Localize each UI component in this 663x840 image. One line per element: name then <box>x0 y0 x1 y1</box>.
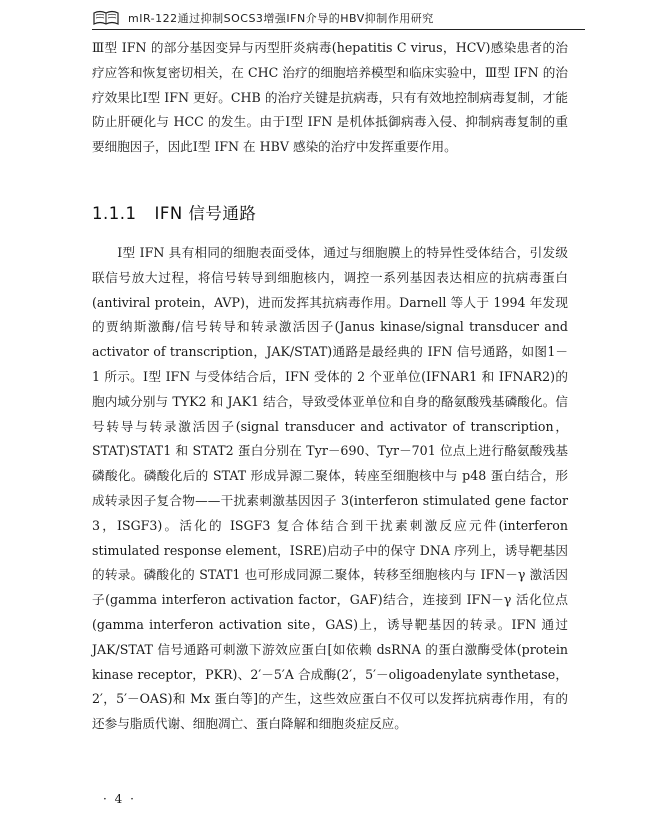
book-icon <box>92 10 120 26</box>
running-header <box>92 7 585 30</box>
page-number: · 4 · <box>103 792 136 806</box>
section-title: IFN 信号通路 <box>154 204 257 223</box>
intro-paragraph: Ⅲ型 IFN 的部分基因变异与丙型肝炎病毒(hepatitis C virus，HCV)感染患者的治疗应答和恢复密切相关，在 CHC 治疗的细胞培养模型和临床实验中，Ⅲ型 IFN 的治疗效果比Ⅰ型 IFN 更好。CHB 的治疗关键是抗病毒，只有有效地控制病毒复制，才能防止肝硬化与 HCC 的发生。由于Ⅰ型 IFN 是机体抵御病毒入侵、抑制病毒复制的重要细胞因子，因此Ⅰ型 IFN 在 HBV 感染的治疗中发挥重要作用。 <box>92 40 568 155</box>
running-header-title: mIR-122通过抑制SOCS3增强IFN介导的HBV抑制作用研究 <box>128 12 434 25</box>
body-paragraph: Ⅰ型 IFN 具有相同的细胞表面受体，通过与细胞膜上的特异性受体结合，引发级联信号放大过程，将信号转导到细胞核内，调控一系列基因表达相应的抗病毒蛋白(antiviral protein，AVP)，进而发挥其抗病毒作用。Darnell 等人于 1994 年发现的贾纳斯激酶/信号转导和转录激活因子(Janus kinase/signal transducer and activator of transcription，JAK/STAT)通路是最经典的 IFN 信号通路，如图1－1 所示。Ⅰ型 IFN 与受体结合后，IFN 受体的 2 个亚单位(IFNAR1 和 IFNAR2)的胞内域分别与 TYK2 和 JAK1 结合，导致受体亚单位和自身的酪氨酸残基磷酸化。信号转导与转录激活因子(signal transducer and activator of transcription，STAT)STAT1 和 STAT2 蛋白分别在 Tyr－690、Tyr－701 位点上进行酪氨酸残基磷酸化。磷酸化后的 STAT 形成异源二聚体，转座至细胞核中与 p48 蛋白结合，形成转录因子复合物——干扰素刺激基因因子 3(interferon stimulated gene factor 3，ISGF3)。活化的 ISGF3 复合体结合到干扰素刺激反应元件(interferon stimulated response element，ISRE)启动子中的保守 DNA 序列上，诱导靶基因的转录。磷酸化的 STAT1 也可形成同源二聚体，转移至细胞核内与 IFN－γ 激活因子(gamma interferon activation factor，GAF)结合，连接到 IFN－γ 活化位点(gamma interferon activation site，GAS)上，诱导靶基因的转录。IFN 通过 JAK/STAT 信号通路可刺激下游效应蛋白[如依赖 dsRNA 的蛋白激酶受体(protein kinase receptor，PKR)、2′－5′A 合成酶(2′，5′－oligoadenylate synthetase，2′，5′－OAS)和 Mx 蛋白等]的产生，这些效应蛋白不仅可以发挥抗病毒作用，有的还参与脂质代谢、细胞凋亡、蛋白降解和细胞炎症反应。 <box>92 245 568 732</box>
section-number: 1.1.1 <box>92 204 137 223</box>
section-heading <box>92 200 256 224</box>
